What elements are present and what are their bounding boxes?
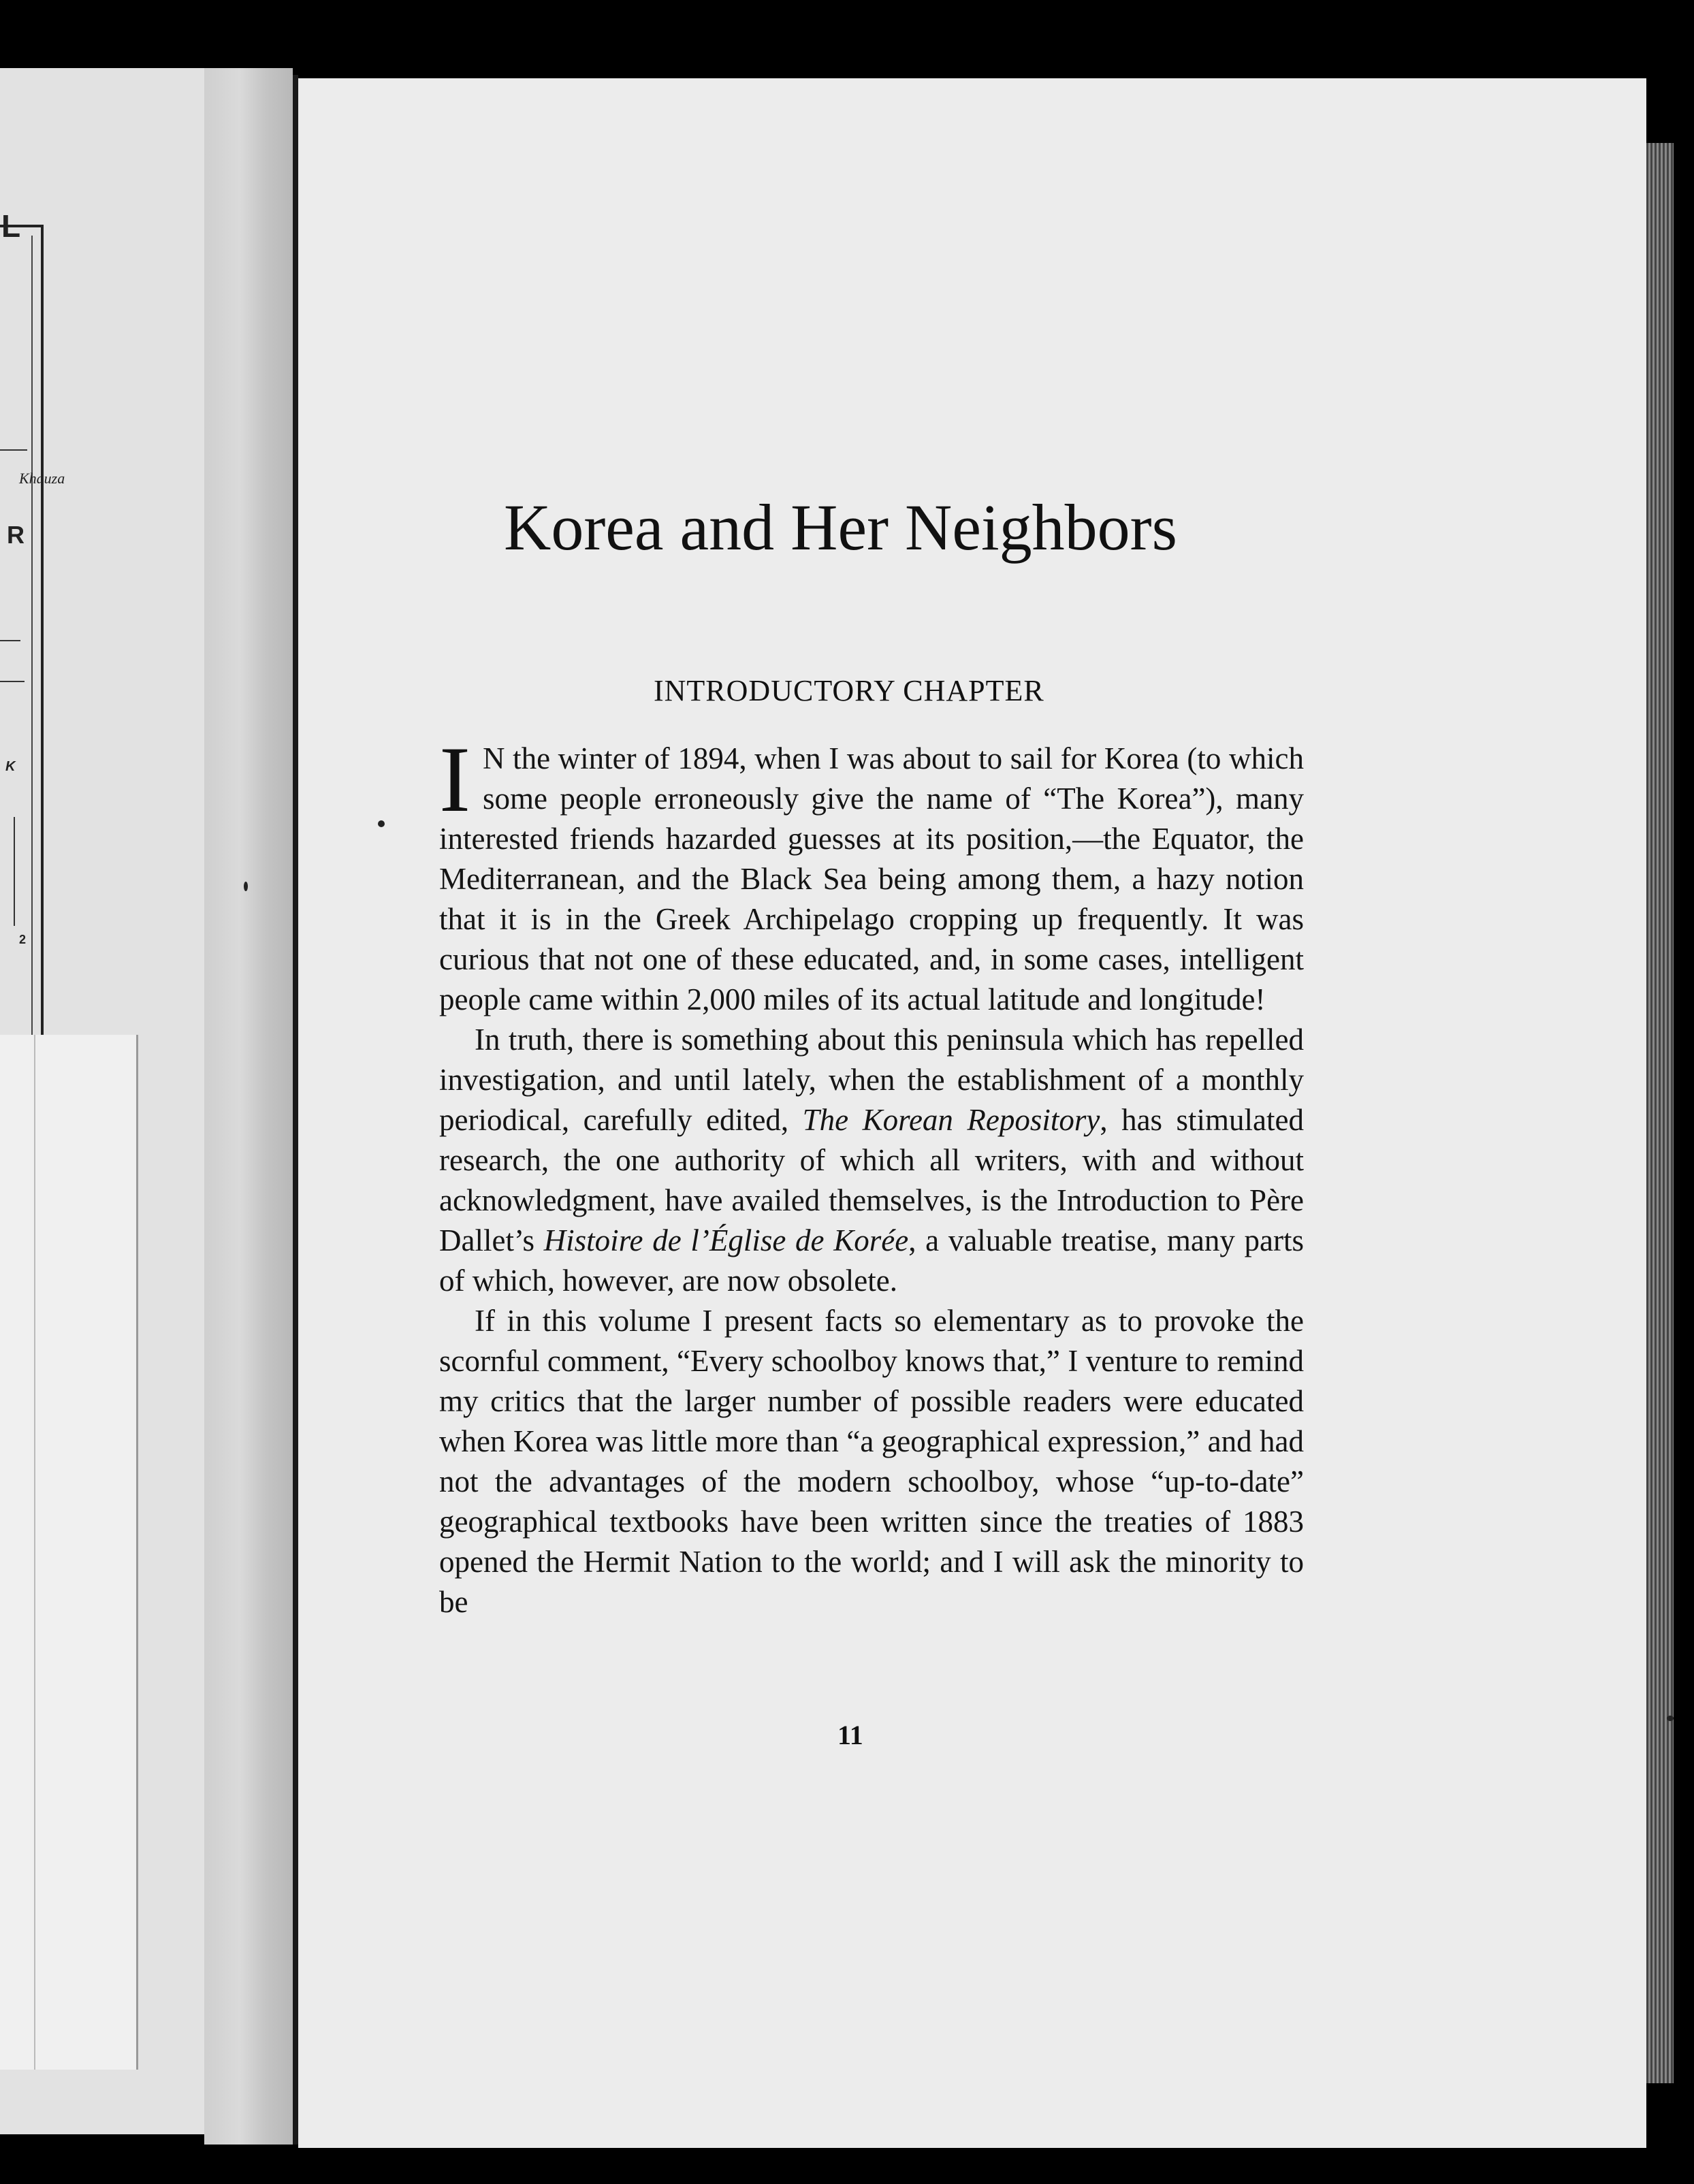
map-place-label: Khauza (19, 470, 65, 487)
map-label-fragment: R (7, 521, 25, 549)
chapter-body (439, 727, 1304, 1622)
book-title: Korea and Her Neighbors (504, 491, 1177, 564)
map-line (0, 640, 20, 641)
paragraph-3-text: If in this volume I present facts so elementary as to provoke the scornful comment, “Every schoolboy knows that,” I venture to remind my critics that the larger number of possible readers were educated when Korea was little more than “a geographical expression,” and had not the advantages of the modern schoolboy, whose “up-to-date” geographical textbooks have been written since the treaties of 1883 opened the Hermit Nation to the world; and I will ask the minority to be (439, 1304, 1304, 1619)
cited-title-histoire: Histoire de l’Église de Korée (543, 1223, 909, 1257)
folded-map-sheet (0, 1035, 138, 2070)
fold-crease (34, 1035, 35, 2070)
page-edges (1646, 143, 1674, 2083)
map-line (0, 449, 27, 451)
map-label-fragment: 2 (19, 933, 27, 946)
paragraph-1-text: N the winter of 1894, when I was about to sail for Korea (to which some people erroneously give the name of “The Korea”), many interested friends hazarded guesses at its position,—the Equator, the Mediterranean, and the Black Sea being among them, a hazy notion that it is in the Greek Archipelago cropping up frequently. It was curious that not one of these educated, and, in some cases, intelligent people came within 2,000 miles of its actual latitude and longitude! (439, 741, 1304, 1016)
paragraph-2-text-c: , a valuable treatise, many parts of which, however, are now obsolete. (439, 1223, 1304, 1298)
cited-title-korean-repository: The Korean Repository (802, 1103, 1100, 1137)
map-label-fragment: K (5, 759, 16, 774)
ink-speck (244, 882, 248, 891)
ink-speck (378, 820, 385, 827)
map-line (14, 817, 15, 926)
paragraph-2 (439, 1020, 1304, 1301)
page-number: 11 (837, 1720, 863, 1750)
book-gutter (204, 68, 293, 2145)
drop-cap: I (439, 727, 470, 831)
chapter-heading: INTRODUCTORY CHAPTER (654, 674, 1044, 707)
map-frame-inner (0, 236, 33, 1121)
ink-speck (1667, 1716, 1674, 1721)
paragraph-3 (439, 1301, 1304, 1622)
binding-edge (293, 75, 298, 2145)
map-line (0, 681, 25, 682)
paragraph-2-text-b: , has stimulated research, the one authority of which all writers, with and without acknowledgment, have availed themselves, is the Introduction to Père Dallet’s (439, 1103, 1304, 1257)
map-frame (0, 225, 44, 1126)
paragraph-2-text-a: In truth, there is something about this peninsula which has repelled investigation, and until lately, when the establishment of a monthly periodical, carefully edited, (439, 1023, 1304, 1137)
paragraph-1 (439, 727, 1304, 1020)
map-label-fragment: L (1, 208, 21, 244)
